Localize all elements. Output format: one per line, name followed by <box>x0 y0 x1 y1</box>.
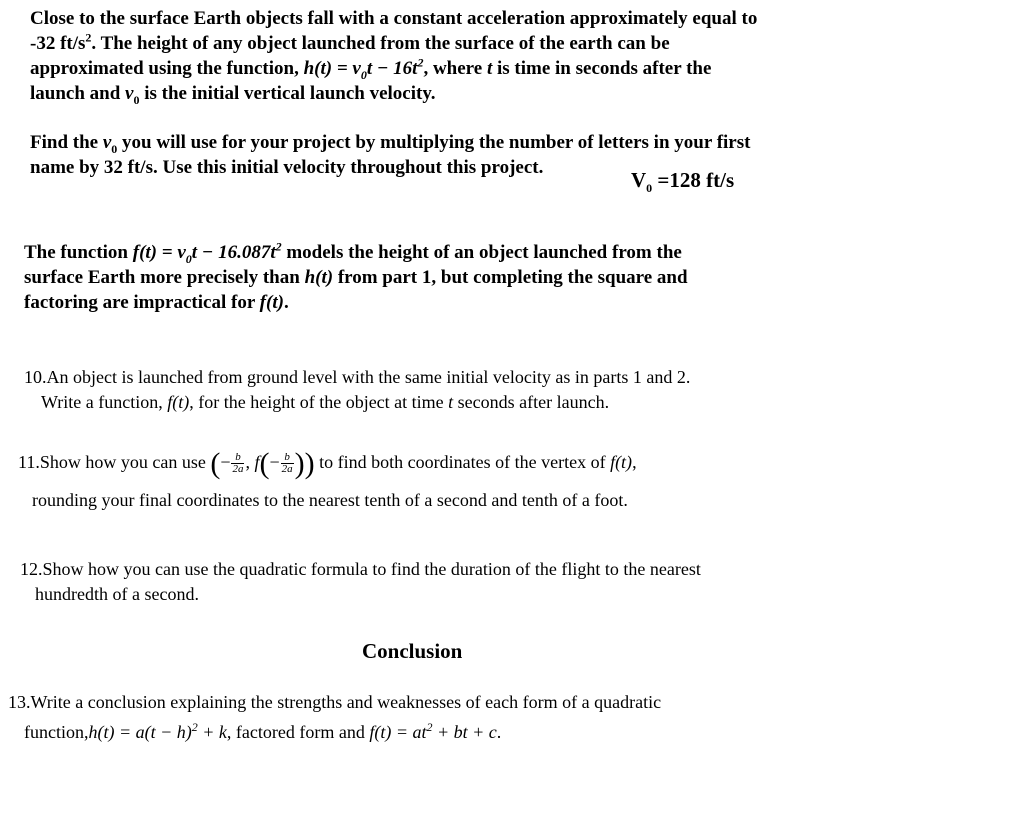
q11-text-1: 11.Show how you can use <box>18 452 211 472</box>
q10-text-2b: , for the height of the object at time <box>189 392 449 412</box>
q12-text-1: 12.Show how you can use the quadratic formula to find the duration of the flight to the nearest <box>20 559 701 579</box>
intro-text-4: launch and <box>30 83 126 104</box>
subscript: 0 <box>133 92 140 107</box>
function-text-3: factoring are impractical for <box>24 292 260 313</box>
fraction-denominator: 2a <box>281 463 293 476</box>
f-ref: f(t) <box>610 452 633 472</box>
fraction <box>281 452 294 475</box>
q13-text-2b: , factored form and <box>226 722 370 742</box>
fraction-numerator: b <box>281 452 294 464</box>
fraction <box>231 452 244 475</box>
function-line-2 <box>24 267 688 289</box>
q10-text-2: Write a function, <box>41 392 168 412</box>
intro-line-3 <box>30 55 712 82</box>
subscript: 0 <box>646 181 653 196</box>
q11-text-1c: , <box>632 452 637 472</box>
intro-text-1: Close to the surface Earth objects fall with a constant acceleration approximately equal to <box>30 8 758 29</box>
find-text-1: Find the <box>30 132 103 153</box>
function-text-3b: . <box>283 292 289 313</box>
conclusion-heading-text: Conclusion <box>362 639 463 663</box>
f-func-head: f(t) = v <box>132 242 186 263</box>
handwritten-answer <box>631 168 735 196</box>
q13-text-2: function, <box>24 722 89 742</box>
q13-line-1 <box>8 692 661 713</box>
q11-line-1 <box>18 446 637 480</box>
q11-text-1b: to find both coordinates of the vertex of <box>314 452 611 472</box>
superscript: 2 <box>85 30 92 45</box>
function-text-1b: models the height of an object launched from the <box>281 242 682 263</box>
q10-text-1: 10.An object is launched from ground level with the same initial velocity as in parts 1 and 2. <box>24 367 691 387</box>
q11-line-2 <box>32 490 628 511</box>
f-ref: f(t) <box>259 292 284 313</box>
find-line-1 <box>30 132 750 154</box>
q13-text-2c: . <box>496 722 502 742</box>
q10-text-2c: seconds after launch. <box>453 392 610 412</box>
subscript: 0 <box>185 251 192 266</box>
conclusion-heading <box>362 639 462 664</box>
t-variable: t <box>448 392 454 412</box>
intro-text-3: approximated using the function, <box>30 58 304 79</box>
v0-variable: v <box>102 132 112 153</box>
superscript: 2 <box>191 720 198 734</box>
minus-sign: − <box>269 452 280 472</box>
comma: , <box>245 452 250 472</box>
paren-open-inner: ( <box>259 446 270 480</box>
minus-sign: − <box>220 452 231 472</box>
h-ref: h(t) <box>304 267 334 288</box>
h-func-tail: t − 16t <box>366 58 418 79</box>
subscript: 0 <box>360 67 367 82</box>
function-line-1 <box>24 239 682 266</box>
standard-form <box>369 722 496 742</box>
h-func-head: h(t) = v <box>303 58 361 79</box>
find-line-2 <box>30 157 543 179</box>
function-text-2: surface Earth more precisely than <box>24 267 305 288</box>
standard-form-tail: + bt + c <box>432 722 497 742</box>
q11-text-2: rounding your final coordinates to the nearest tenth of a second and tenth of a foot. <box>32 490 628 510</box>
intro-line-2 <box>30 30 670 55</box>
subscript: 0 <box>111 141 118 156</box>
v0-variable: v <box>125 83 134 104</box>
function-text-1: The function <box>24 242 133 263</box>
superscript: 2 <box>426 720 433 734</box>
find-text-1b: you will use for your project by multiplying the number of letters in your first <box>117 132 751 153</box>
f-function <box>132 239 282 266</box>
vertex-form <box>89 722 227 742</box>
q13-line-2 <box>24 722 501 743</box>
answer-v: V <box>631 168 647 192</box>
intro-text-3b: , where <box>423 58 487 79</box>
superscript: 2 <box>417 55 424 70</box>
vertex-form-head: h(t) = a(t − h) <box>88 722 192 742</box>
q13-text-1: 13.Write a conclusion explaining the strengths and weaknesses of each form of a quadratic <box>8 692 662 712</box>
fraction-denominator: 2a <box>232 463 244 476</box>
intro-line-4 <box>30 83 436 105</box>
f-ref: f(t) <box>167 392 190 412</box>
f-letter: f <box>254 452 260 472</box>
paren-open: ( <box>210 446 221 480</box>
f-func-tail: t − 16.087t <box>191 242 276 263</box>
standard-form-head: f(t) = at <box>369 722 427 742</box>
vertex-form-tail: + k <box>197 722 227 742</box>
q12-line-1 <box>20 559 701 580</box>
paren-close: )) <box>294 446 315 480</box>
q12-line-2 <box>35 584 199 605</box>
find-text-2: name by 32 ft/s. Use this initial velocity throughout this project. <box>30 157 544 178</box>
q10-line-1 <box>24 367 690 388</box>
intro-text-4b: is the initial vertical launch velocity. <box>139 83 436 104</box>
superscript: 2 <box>275 239 282 254</box>
fraction-numerator: b <box>231 452 244 464</box>
function-line-3 <box>24 292 289 314</box>
t-variable: t <box>486 58 493 79</box>
answer-value: =128 ft/s <box>652 168 735 192</box>
h-function <box>303 55 424 82</box>
intro-text-2: . The height of any object launched from the surface of the earth can be <box>91 33 670 54</box>
acceleration-value: -32 ft/s <box>30 33 86 54</box>
intro-line-1 <box>30 8 757 30</box>
function-text-2b: from part 1, but completing the square and <box>333 267 688 288</box>
q12-text-2: hundredth of a second. <box>35 584 199 604</box>
intro-text-3c: is time in seconds after the <box>492 58 712 79</box>
q10-line-2 <box>41 392 609 413</box>
